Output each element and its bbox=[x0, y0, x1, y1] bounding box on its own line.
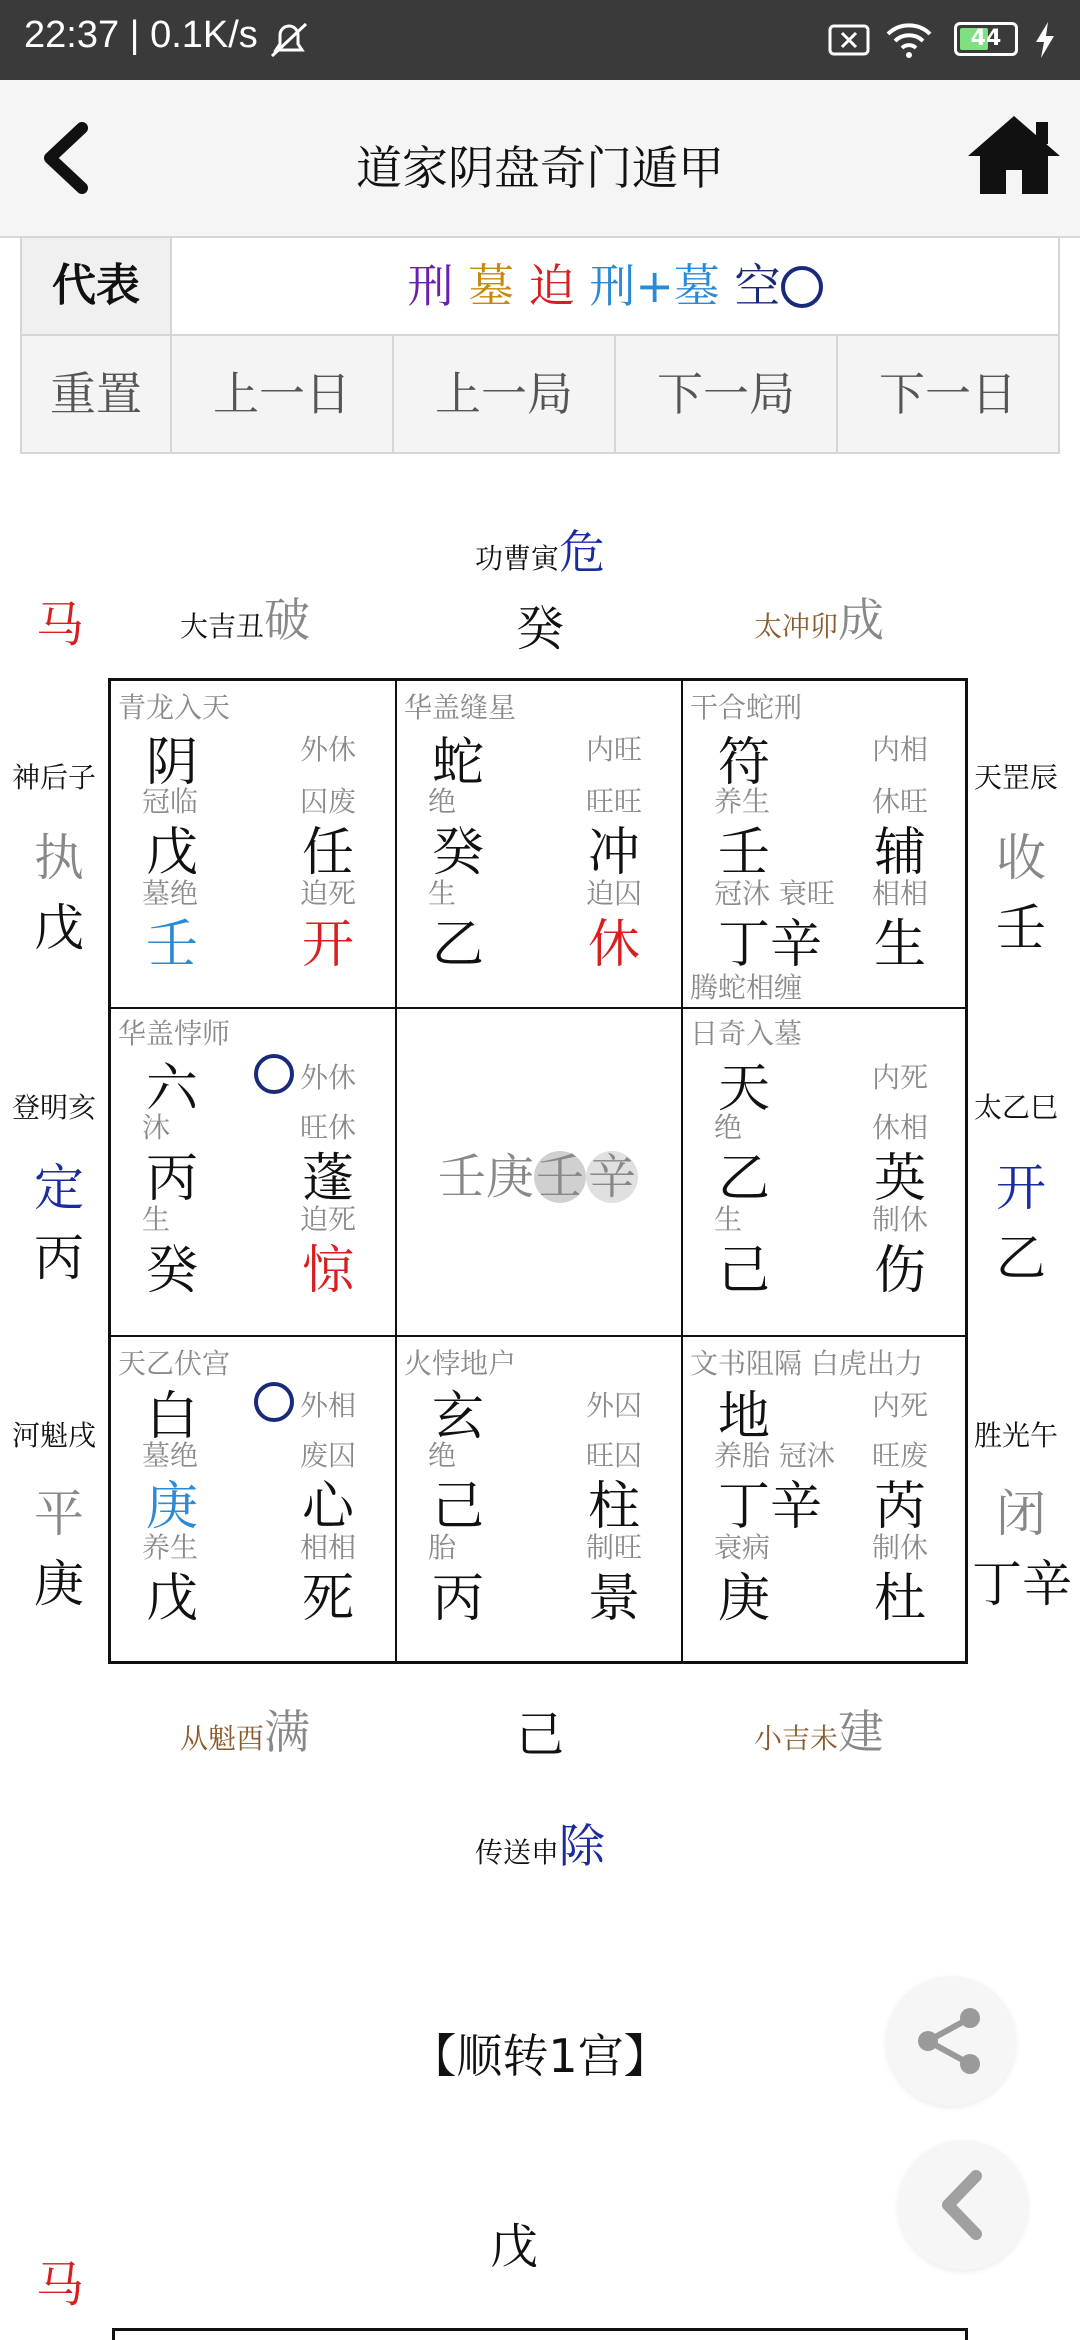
deity-state: 内旺 bbox=[586, 733, 643, 766]
top-right-label: 太冲卯成 bbox=[754, 593, 885, 647]
top-left-label: 大吉丑破 bbox=[180, 593, 311, 647]
stem-state-1: 沐 bbox=[142, 1111, 171, 1144]
left3-label: 河魁戌 bbox=[12, 1419, 97, 1452]
bottom-right-label: 小吉未建 bbox=[754, 1705, 885, 1759]
earth-stem: 己 bbox=[718, 1241, 771, 1301]
stem-state-1: 养胎 冠沐 bbox=[714, 1439, 835, 1472]
stem-state-1: 养生 bbox=[714, 785, 771, 818]
door: 杜 bbox=[874, 1569, 927, 1629]
legend-xing: 刑 bbox=[407, 259, 454, 313]
deity-state: 外囚 bbox=[586, 1389, 643, 1422]
legend-kong: 空 bbox=[734, 259, 781, 313]
next-ju-button[interactable]: 下一局 bbox=[614, 334, 838, 454]
star: 辅 bbox=[874, 823, 927, 883]
stem-state-2: 旺休 bbox=[300, 1111, 357, 1144]
star: 心 bbox=[302, 1477, 355, 1537]
stem-state-3: 生 bbox=[428, 877, 457, 910]
center-stem-circle-1: 壬 bbox=[535, 1149, 584, 1205]
door: 开 bbox=[302, 915, 355, 975]
back-float-button[interactable] bbox=[898, 2140, 1028, 2270]
stem-state-2: 旺囚 bbox=[586, 1439, 643, 1472]
earth-stem: 庚 bbox=[718, 1569, 771, 1629]
right3-big: 闭 bbox=[996, 1485, 1046, 1543]
stem-state-2: 旺旺 bbox=[586, 785, 643, 818]
palace-2[interactable] bbox=[398, 682, 678, 1004]
palace-4[interactable] bbox=[112, 1010, 392, 1332]
deity-state: 外相 bbox=[300, 1389, 357, 1422]
right1-stem: 壬 bbox=[996, 899, 1046, 957]
stem-state-1: 绝 bbox=[428, 785, 457, 818]
center-stem-circle-2: 辛 bbox=[587, 1149, 636, 1205]
stem-state-3: 生 bbox=[714, 1203, 743, 1236]
deity-state: 内死 bbox=[872, 1389, 929, 1422]
prev-day-button[interactable]: 上一日 bbox=[170, 334, 394, 454]
legend-items bbox=[170, 236, 1060, 336]
stem-state-2: 休相 bbox=[872, 1111, 929, 1144]
deity-state: 外休 bbox=[300, 733, 357, 766]
stem-state-3: 墓绝 bbox=[142, 877, 199, 910]
home-icon[interactable] bbox=[964, 110, 1064, 200]
deity: 地 bbox=[718, 1387, 771, 1447]
earth-stem: 壬 bbox=[146, 915, 199, 975]
legend-xing-mu: 刑+墓 bbox=[589, 259, 720, 313]
heaven-stem: 壬 bbox=[718, 823, 771, 883]
stem-state-4: 迫死 bbox=[300, 1203, 357, 1236]
earth-stem: 戊 bbox=[146, 1569, 199, 1629]
heaven-stem: 癸 bbox=[432, 823, 485, 883]
palace-tag: 火悖地户 bbox=[404, 1347, 517, 1380]
title-bar bbox=[0, 80, 1080, 238]
palace-6[interactable] bbox=[684, 1010, 964, 1332]
door: 休 bbox=[588, 915, 641, 975]
palace-tag: 天乙伏宫 bbox=[118, 1347, 231, 1380]
heaven-stem: 乙 bbox=[718, 1149, 771, 1209]
legend-mu: 墓 bbox=[468, 259, 515, 313]
door: 生 bbox=[874, 915, 927, 975]
stem-state-3: 胎 bbox=[428, 1531, 457, 1564]
stem-state-2: 旺废 bbox=[872, 1439, 929, 1472]
wifi-icon bbox=[884, 18, 934, 62]
stem-state-2: 废囚 bbox=[300, 1439, 357, 1472]
right1-label: 天罡辰 bbox=[974, 761, 1059, 794]
heaven-stem: 丙 bbox=[146, 1149, 199, 1209]
left3-big: 平 bbox=[34, 1485, 84, 1543]
stem-state-4: 相相 bbox=[300, 1531, 357, 1564]
stem-state-1: 冠临 bbox=[142, 785, 199, 818]
door: 伤 bbox=[874, 1241, 927, 1301]
deity-state: 内死 bbox=[872, 1061, 929, 1094]
deity: 玄 bbox=[432, 1387, 485, 1447]
legend-label: 代表 bbox=[20, 236, 172, 336]
right2-label: 太乙巳 bbox=[974, 1091, 1059, 1124]
palace-tag: 青龙入天 bbox=[118, 691, 231, 724]
stem-state-1: 墓绝 bbox=[142, 1439, 199, 1472]
prev-ju-button[interactable]: 上一局 bbox=[392, 334, 616, 454]
left2-label: 登明亥 bbox=[12, 1091, 97, 1124]
star: 英 bbox=[874, 1149, 927, 1209]
palace-1[interactable] bbox=[112, 682, 392, 1004]
star: 芮 bbox=[874, 1477, 927, 1537]
page-title: 道家阴盘奇门遁甲 bbox=[356, 141, 724, 195]
right1-big: 收 bbox=[996, 829, 1046, 887]
palace-tag-2: 腾蛇相缠 bbox=[690, 971, 803, 1004]
palace-tag: 华盖悖师 bbox=[118, 1017, 231, 1050]
palace-9[interactable] bbox=[684, 1338, 964, 1660]
stem-state-3: 生 bbox=[142, 1203, 171, 1236]
right2-stem: 乙 bbox=[996, 1229, 1046, 1287]
left1-label: 神后子 bbox=[12, 761, 97, 794]
right2-big: 开 bbox=[996, 1159, 1046, 1217]
right3-label: 胜光午 bbox=[974, 1419, 1059, 1452]
heaven-stem: 庚 bbox=[146, 1477, 199, 1537]
left3-stem: 庚 bbox=[34, 1555, 84, 1613]
empty-circle-icon bbox=[781, 266, 823, 308]
heaven-stem: 戊 bbox=[146, 823, 199, 883]
stem-state-4: 迫囚 bbox=[586, 877, 643, 910]
stem-state-4: 制旺 bbox=[586, 1531, 643, 1564]
heaven-stem: 己 bbox=[432, 1477, 485, 1537]
palace-7[interactable] bbox=[112, 1338, 392, 1660]
ma-marker-lower: 马 bbox=[36, 2257, 85, 2313]
sim-x-icon bbox=[826, 18, 872, 62]
palace-tag: 文书阻隔 白虎出力 bbox=[690, 1347, 923, 1380]
earth-stem: 癸 bbox=[146, 1241, 199, 1301]
earth-stem: 丁辛 bbox=[718, 915, 823, 975]
deity: 阴 bbox=[146, 733, 199, 793]
chevron-left-icon bbox=[928, 2168, 998, 2242]
share-button[interactable] bbox=[886, 1976, 1016, 2106]
heaven-stem: 丁辛 bbox=[718, 1477, 823, 1537]
legend-po: 迫 bbox=[528, 259, 575, 313]
left2-big: 定 bbox=[34, 1159, 84, 1217]
earth-stem: 乙 bbox=[432, 915, 485, 975]
star: 柱 bbox=[588, 1477, 641, 1537]
stem-state-1: 绝 bbox=[428, 1439, 457, 1472]
star: 蓬 bbox=[302, 1149, 355, 1209]
deity: 六 bbox=[146, 1059, 199, 1119]
palace-tag: 日奇入墓 bbox=[690, 1017, 803, 1050]
bottom-mid-stem: 己 bbox=[515, 1707, 564, 1763]
door: 惊 bbox=[302, 1241, 355, 1301]
door: 景 bbox=[588, 1569, 641, 1629]
bottom-left-label: 从魁酉满 bbox=[180, 1705, 311, 1759]
right3-stem: 丁辛 bbox=[972, 1555, 1072, 1613]
stem-state-4: 制休 bbox=[872, 1531, 929, 1564]
palace-tag: 华盖缝星 bbox=[404, 691, 517, 724]
empty-circle-icon bbox=[254, 1382, 294, 1422]
stem-state-2: 休旺 bbox=[872, 785, 929, 818]
ma-marker-top: 马 bbox=[36, 597, 85, 653]
deity: 白 bbox=[146, 1387, 199, 1447]
palace-3[interactable] bbox=[684, 682, 964, 1004]
stem-state-3: 衰病 bbox=[714, 1531, 771, 1564]
deity-state: 外休 bbox=[300, 1061, 357, 1094]
star: 冲 bbox=[588, 823, 641, 883]
stem-state-3: 养生 bbox=[142, 1531, 199, 1564]
status-time: 22:37 | 0.1K/s bbox=[24, 14, 258, 56]
share-icon bbox=[914, 2006, 988, 2076]
door: 死 bbox=[302, 1569, 355, 1629]
stem-state-4: 迫死 bbox=[300, 877, 357, 910]
reset-button[interactable]: 重置 bbox=[20, 334, 172, 454]
palace-8[interactable] bbox=[398, 1338, 678, 1660]
stem-state-2: 囚废 bbox=[300, 785, 357, 818]
stem-state-1: 绝 bbox=[714, 1111, 743, 1144]
stem-state-3: 冠沐 衰旺 bbox=[714, 877, 835, 910]
earth-stem: 丙 bbox=[432, 1569, 485, 1629]
deity: 符 bbox=[718, 733, 771, 793]
mute-bell-icon bbox=[266, 18, 312, 62]
battery-icon bbox=[954, 22, 1018, 56]
charging-bolt-icon bbox=[1030, 18, 1060, 62]
stem-state-4: 制休 bbox=[872, 1203, 929, 1236]
empty-circle-icon bbox=[254, 1054, 294, 1094]
palace-center[interactable] bbox=[398, 1010, 678, 1332]
center-stems: 壬庚壬辛 bbox=[437, 1149, 636, 1205]
star: 任 bbox=[302, 823, 355, 883]
left1-stem: 戊 bbox=[34, 899, 84, 957]
stem-state-4: 相相 bbox=[872, 877, 929, 910]
lower-grid-top bbox=[112, 2328, 968, 2340]
next-day-button[interactable]: 下一日 bbox=[836, 334, 1060, 454]
lower-stem: 戊 bbox=[490, 2219, 539, 2275]
rotate-label: 【顺转1宫】 bbox=[410, 2029, 670, 2083]
left2-stem: 丙 bbox=[34, 1229, 84, 1287]
deity-state: 内相 bbox=[872, 733, 929, 766]
deity: 蛇 bbox=[432, 733, 485, 793]
left1-big: 执 bbox=[34, 829, 84, 887]
palace-tag: 干合蛇刑 bbox=[690, 691, 803, 724]
top-mid-stem: 癸 bbox=[515, 601, 564, 657]
status-bar bbox=[0, 0, 1080, 80]
bottom-center-label: 传送申除 bbox=[474, 1819, 605, 1873]
top-center-label: 功曹寅危 bbox=[474, 525, 605, 579]
deity: 天 bbox=[718, 1059, 771, 1119]
battery-level: 44 bbox=[970, 26, 1002, 51]
